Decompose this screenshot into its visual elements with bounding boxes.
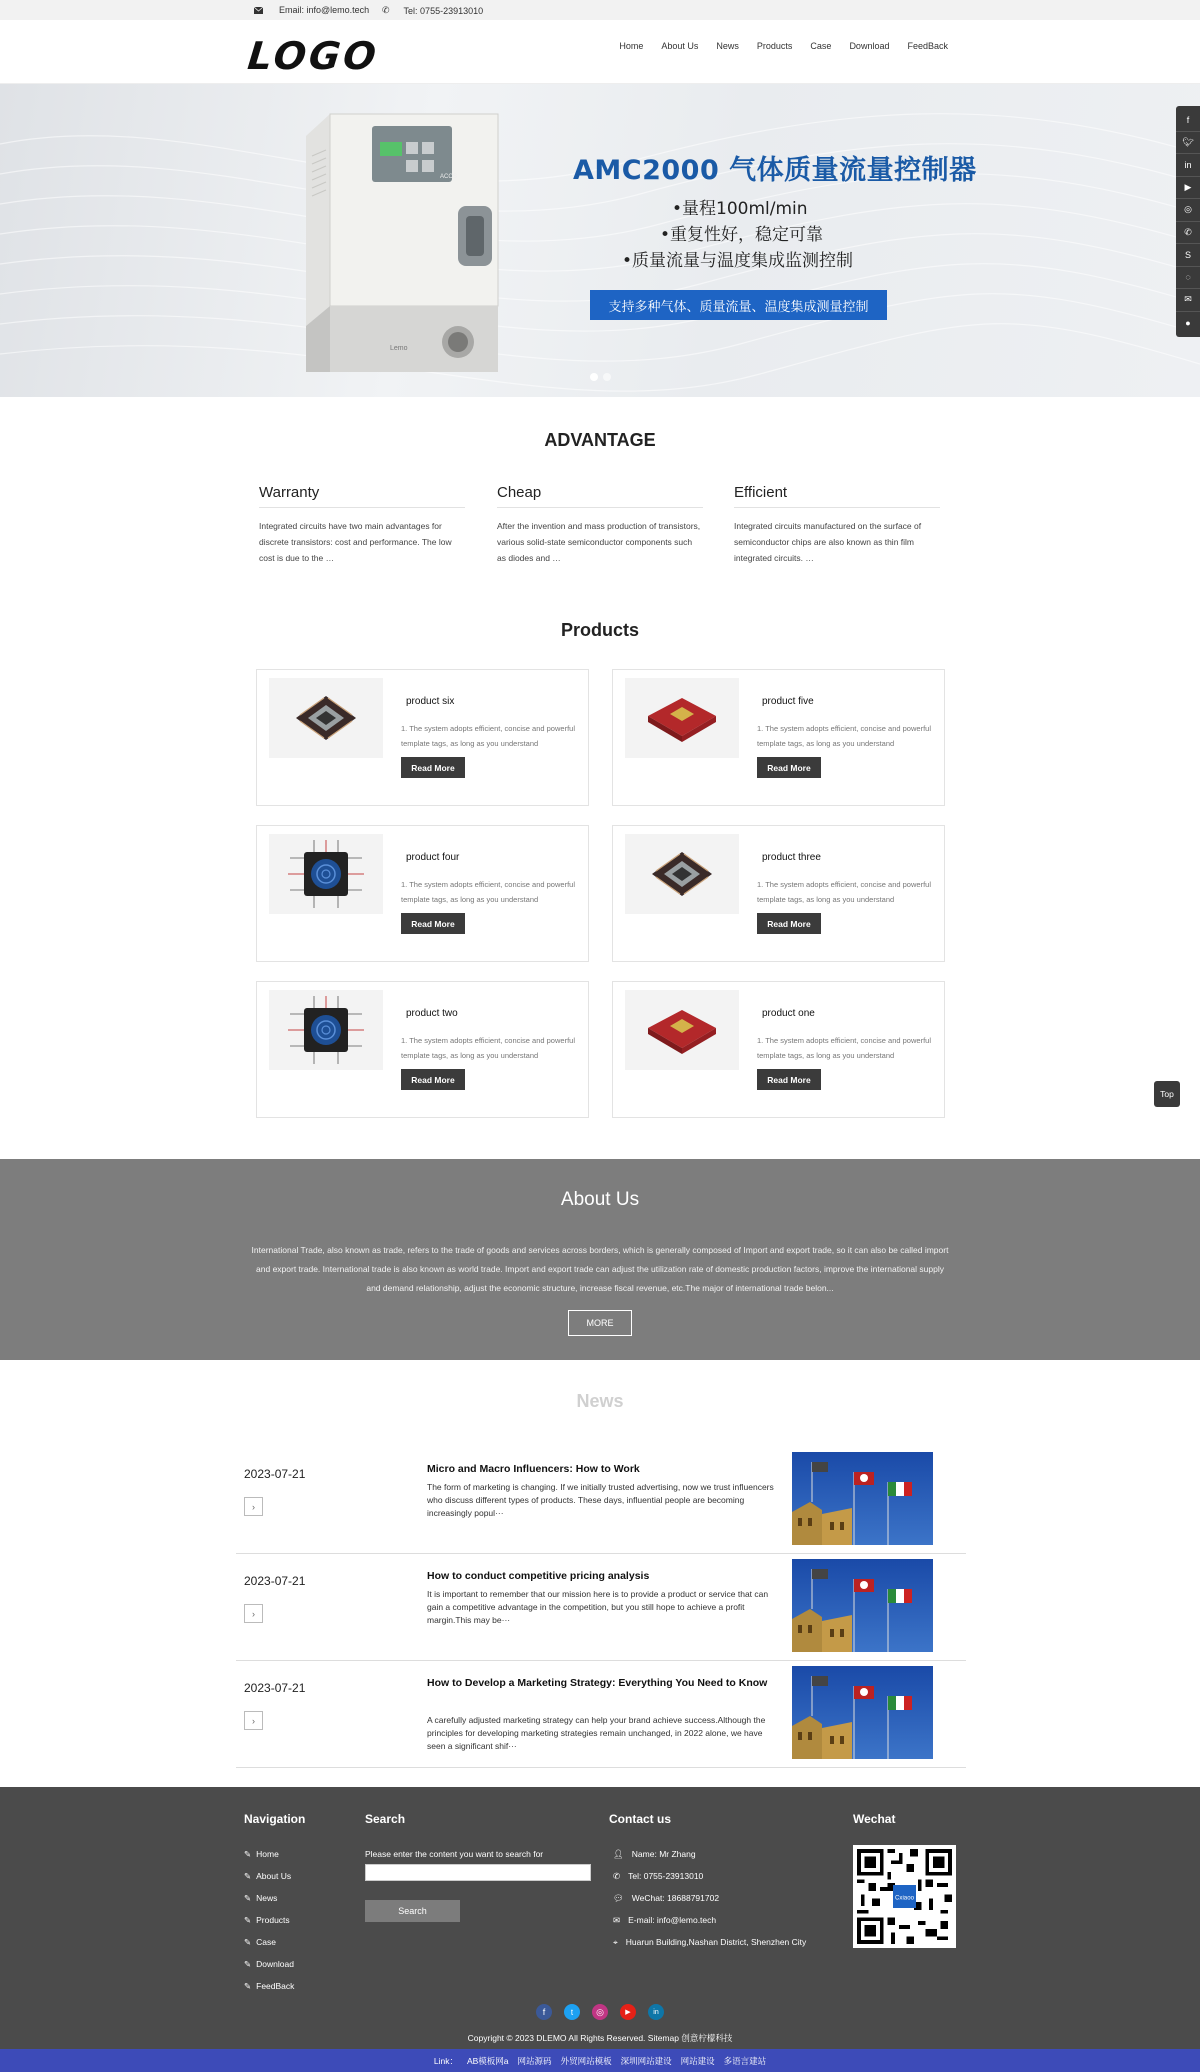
banner-cta-button[interactable]: 支持多种气体、质量流量、温度集成测量控制 — [590, 290, 887, 320]
twitter-icon[interactable]: t — [564, 2004, 580, 2020]
advantage-item-title: Cheap — [497, 484, 703, 508]
search-label: Please enter the content you want to search for — [365, 1849, 544, 1859]
footer-nav-item[interactable] — [244, 1931, 294, 1953]
contact-item — [613, 1843, 806, 1865]
contact-item — [613, 1931, 806, 1953]
footer-search-button[interactable]: Search — [365, 1900, 460, 1922]
nav-news[interactable]: News — [716, 41, 739, 51]
topbar-tel — [382, 5, 483, 16]
advantage-title: ADVANTAGE — [544, 430, 656, 450]
flags-building-image — [792, 1666, 933, 1759]
product-name[interactable]: product two — [406, 1008, 458, 1019]
nav-products[interactable]: Products — [756, 41, 793, 51]
linkedin-icon[interactable]: in — [648, 2004, 664, 2020]
links-label: Link： — [433, 2055, 458, 2066]
carousel-dot[interactable] — [603, 373, 611, 381]
friend-link[interactable]: AB模板网a — [466, 2055, 509, 2066]
blue-chip-image — [286, 994, 366, 1066]
footer-nav — [244, 1843, 294, 1997]
advantage-item — [497, 484, 703, 566]
news-item[interactable] — [236, 1447, 966, 1554]
contact-text: Tel: 0755-23913010 — [628, 1871, 704, 1881]
product-name[interactable]: product four — [406, 852, 460, 863]
product-image[interactable] — [269, 834, 383, 914]
nav-about-us[interactable]: About Us — [661, 41, 699, 51]
news-item[interactable] — [236, 1661, 966, 1768]
contact-text: Name: Mr Zhang — [631, 1849, 696, 1859]
footer-contact — [613, 1843, 806, 1953]
product-desc: 1. The system adopts efficient, concise and powerful template tags, as long as you understand — [401, 724, 575, 748]
advantage-item-title: Efficient — [734, 484, 940, 508]
nav-case[interactable]: Case — [810, 41, 832, 51]
youtube-icon[interactable]: ▶ — [1176, 177, 1200, 200]
about-text: International Trade, also known as trade, refers to the trade of goods and services across borders, which is generally composed of Import and export trade, so it can also be called import and export trade. International trade is also known as world trade. Import and export trade can adjust the utilization rate of domestic production factors, improve the international supply and demand relationship, adjust the economic structure, increase fiscal revenue, etc.The major of international trade belon... — [251, 1245, 949, 1293]
header — [0, 20, 1200, 84]
advantage-item-text: After the invention and mass production of transistors, various solid-state semiconductor components such as diodes and … — [497, 521, 701, 563]
whatsapp-icon[interactable]: ◌ — [1176, 267, 1200, 290]
news-image[interactable] — [792, 1559, 933, 1652]
product-name[interactable]: product six — [406, 696, 455, 707]
news-date: 2023-07-21 — [244, 1467, 306, 1481]
products-title: Products — [560, 620, 639, 640]
banner-line-3: •质量流量与温度集成监测控制 — [622, 251, 854, 271]
copyright: Copyright © 2023 DLEMO All Rights Reserved. Sitemap 创意柠檬科技 — [467, 2033, 733, 2043]
product-card[interactable] — [256, 669, 589, 806]
back-to-top-button[interactable]: Top — [1154, 1081, 1180, 1107]
footer-social-icons — [536, 2004, 664, 2020]
email-icon[interactable]: ✉ — [1176, 289, 1200, 312]
link-icon: ✎ — [244, 1980, 252, 1991]
friend-link[interactable]: 网站建设 — [680, 2055, 715, 2066]
contact-item — [613, 1887, 806, 1909]
footer-search-input[interactable] — [365, 1864, 591, 1881]
blue-chip-image — [286, 838, 366, 910]
hero-banner[interactable] — [0, 84, 1200, 397]
nav-download[interactable]: Download — [849, 41, 890, 51]
footer-nav-title: Navigation — [244, 1812, 306, 1826]
dark-chip-image — [286, 690, 366, 746]
product-image[interactable] — [625, 990, 739, 1070]
product-desc: 1. The system adopts efficient, concise and powerful template tags, as long as you understand — [757, 724, 931, 748]
footer-nav-item[interactable] — [244, 1865, 294, 1887]
red-chip-image — [640, 1002, 724, 1058]
contact-item — [613, 1865, 806, 1887]
footer — [0, 1787, 1200, 2049]
red-chip-image — [640, 690, 724, 746]
news-image[interactable] — [792, 1666, 933, 1759]
read-more-button[interactable]: Read More — [757, 913, 821, 934]
flags-building-image — [792, 1452, 933, 1545]
product-name[interactable]: product one — [762, 1008, 815, 1019]
device-label: ACOS — [440, 174, 458, 180]
read-more-button[interactable]: Read More — [757, 1069, 821, 1090]
link-icon: ✎ — [244, 1892, 252, 1903]
product-card[interactable] — [612, 669, 945, 806]
chevron-right-icon[interactable]: › — [244, 1497, 263, 1516]
news-item-desc: The form of marketing is changing. If we initially trusted advertising, now we trust influencers who discuss different types of products. These days, influential people are becoming increasingly popul··· — [427, 1482, 774, 1518]
dark-chip-image — [642, 846, 722, 902]
contact-item — [613, 1909, 806, 1931]
news-image[interactable] — [792, 1452, 933, 1545]
link-icon: ✎ — [244, 1936, 252, 1947]
social-sidebar — [1176, 106, 1200, 337]
product-card[interactable] — [256, 981, 589, 1118]
email-icon: ✉ — [613, 1914, 621, 1925]
about-more-button[interactable]: MORE — [568, 1310, 632, 1336]
twitter-icon[interactable]: 🐦︎ — [1176, 132, 1200, 155]
advantage-item — [734, 484, 940, 566]
news-date: 2023-07-21 — [244, 1574, 306, 1588]
product-name[interactable]: product three — [762, 852, 821, 863]
footer-nav-label[interactable]: News — [256, 1893, 278, 1903]
qr-badge-text: Cxiaoo — [895, 1894, 914, 1902]
product-card[interactable] — [612, 981, 945, 1118]
product-desc: 1. The system adopts efficient, concise and powerful template tags, as long as you understand — [757, 880, 931, 904]
about-section — [0, 1159, 1200, 1360]
link-icon: ✎ — [244, 1914, 252, 1925]
advantage-item-text: Integrated circuits manufactured on the surface of semiconductor chips are also known as thin film integrated circuits. … — [734, 521, 922, 563]
topbar-tel-text: Tel: 0755-23913010 — [403, 5, 484, 16]
friend-link[interactable]: 深圳网站建设 — [620, 2055, 672, 2066]
product-desc: 1. The system adopts efficient, concise and powerful template tags, as long as you understand — [757, 1036, 931, 1060]
news-item-desc: It is important to remember that our mission here is to provide a product or service that can gain a competitive advantage in the competition, but you still hope to achieve a profit margin.This may be··· — [427, 1589, 769, 1625]
read-more-button[interactable]: Read More — [401, 1069, 465, 1090]
facebook-icon[interactable]: f — [1176, 109, 1200, 132]
main-nav — [619, 41, 948, 51]
footer-nav-item[interactable] — [244, 1843, 294, 1865]
read-more-button[interactable]: Read More — [757, 757, 821, 778]
footer-nav-item[interactable] — [244, 1975, 294, 1997]
footer-nav-label[interactable]: Case — [256, 1937, 276, 1947]
wechat-icon: 💬︎ — [613, 1892, 624, 1903]
news-item-title[interactable]: Micro and Macro Influencers: How to Work — [427, 1463, 640, 1475]
footer-nav-label[interactable]: Home — [256, 1849, 279, 1859]
wave-background — [0, 84, 1200, 397]
contact-text: Huarun Building,Nashan District, Shenzhen City — [625, 1937, 807, 1947]
carousel-dots — [590, 373, 611, 381]
news-date: 2023-07-21 — [244, 1681, 306, 1695]
qr-code-image — [857, 1849, 952, 1944]
facebook-icon[interactable]: f — [536, 2004, 552, 2020]
product-card[interactable] — [256, 825, 589, 962]
footer-search-title: Search — [365, 1812, 406, 1826]
news-item-title[interactable]: How to conduct competitive pricing analysis — [427, 1570, 650, 1582]
friend-link[interactable]: 多语言建站 — [723, 2055, 767, 2066]
contact-text: WeChat: 18688791702 — [631, 1893, 720, 1903]
contact-text: E-mail: info@lemo.tech — [628, 1915, 717, 1925]
news-item[interactable] — [236, 1554, 966, 1661]
top-bar — [0, 0, 1200, 20]
instagram-icon[interactable]: ◎ — [1176, 199, 1200, 222]
advantage-item-text: Integrated circuits have two main advantages for discrete transistors: cost and performance. The low cost is due to the … — [259, 521, 452, 563]
footer-nav-label[interactable]: About Us — [256, 1871, 292, 1881]
footer-nav-item[interactable] — [244, 1953, 294, 1975]
link-icon: ✎ — [244, 1870, 252, 1881]
footer-nav-label[interactable]: Download — [256, 1959, 294, 1969]
flags-building-image — [792, 1559, 933, 1652]
chevron-right-icon[interactable]: › — [244, 1711, 263, 1730]
banner-title: AMC2000 气体质量流量控制器 — [573, 155, 977, 186]
phone-icon: ✆ — [613, 1870, 621, 1881]
flow-controller-image — [300, 106, 510, 376]
product-desc: 1. The system adopts efficient, concise and powerful template tags, as long as you understand — [401, 880, 575, 904]
advantage-item — [259, 484, 465, 566]
link-icon: ✎ — [244, 1848, 252, 1859]
friend-link[interactable]: 网站源码 — [517, 2055, 552, 2066]
footer-wechat-title: Wechat — [853, 1812, 896, 1826]
nav-home[interactable]: Home — [619, 41, 644, 51]
product-name[interactable]: product five — [762, 696, 814, 707]
linkedin-icon[interactable]: in — [1176, 154, 1200, 177]
footer-nav-item[interactable] — [244, 1887, 294, 1909]
envelope-icon — [254, 7, 263, 14]
product-image[interactable] — [625, 678, 739, 758]
chevron-right-icon[interactable]: › — [244, 1604, 263, 1623]
footer-nav-item[interactable] — [244, 1909, 294, 1931]
youtube-icon[interactable]: ▶ — [620, 2004, 636, 2020]
read-more-button[interactable]: Read More — [401, 757, 465, 778]
instagram-icon[interactable]: ◎ — [592, 2004, 608, 2020]
link-icon: ✎ — [244, 1958, 252, 1969]
qq-icon[interactable]: ● — [1185, 317, 1191, 328]
friend-link[interactable]: 外贸网站模板 — [560, 2055, 612, 2066]
advantage-item-title: Warranty — [259, 484, 465, 508]
product-image[interactable] — [269, 990, 383, 1070]
footer-nav-label[interactable]: Products — [256, 1915, 290, 1925]
footer-contact-title: Contact us — [609, 1812, 672, 1826]
news-item-desc: A carefully adjusted marketing strategy can help your brand achieve success.Although the principles for developing marketing strategies remain unchanged, in 2022 alone, we have seen a significant shif··· — [427, 1715, 766, 1751]
product-image[interactable] — [269, 678, 383, 758]
banner-line-1: •量程100ml/min — [672, 199, 808, 219]
skype-icon[interactable]: S — [1176, 244, 1200, 267]
device-brand: Lemo — [390, 345, 408, 352]
product-card[interactable] — [612, 825, 945, 962]
product-desc: 1. The system adopts efficient, concise and powerful template tags, as long as you understand — [401, 1036, 575, 1060]
footer-nav-label[interactable]: FeedBack — [256, 1981, 295, 1991]
phone-icon: ✆ — [382, 5, 390, 15]
friend-links-bar — [0, 2049, 1200, 2072]
phone-icon[interactable]: ✆ — [1176, 222, 1200, 245]
topbar-email — [254, 5, 369, 15]
nav-feedback[interactable]: FeedBack — [907, 41, 948, 51]
banner-line-2: •重复性好，稳定可靠 — [660, 225, 824, 245]
product-image[interactable] — [625, 834, 739, 914]
news-title: News — [576, 1391, 624, 1411]
user-icon: 👤︎ — [613, 1848, 624, 1859]
news-item-title[interactable]: How to Develop a Marketing Strategy: Everything You Need to Know — [427, 1677, 768, 1689]
wechat-qr-code — [853, 1845, 956, 1948]
read-more-button[interactable]: Read More — [401, 913, 465, 934]
about-title: About Us — [560, 1189, 640, 1210]
carousel-dot[interactable] — [590, 373, 598, 381]
topbar-email-text: Email: info@lemo.tech — [279, 5, 370, 15]
location-icon: ⌖ — [613, 1936, 618, 1947]
site-logo[interactable]: LOGO — [245, 34, 381, 78]
